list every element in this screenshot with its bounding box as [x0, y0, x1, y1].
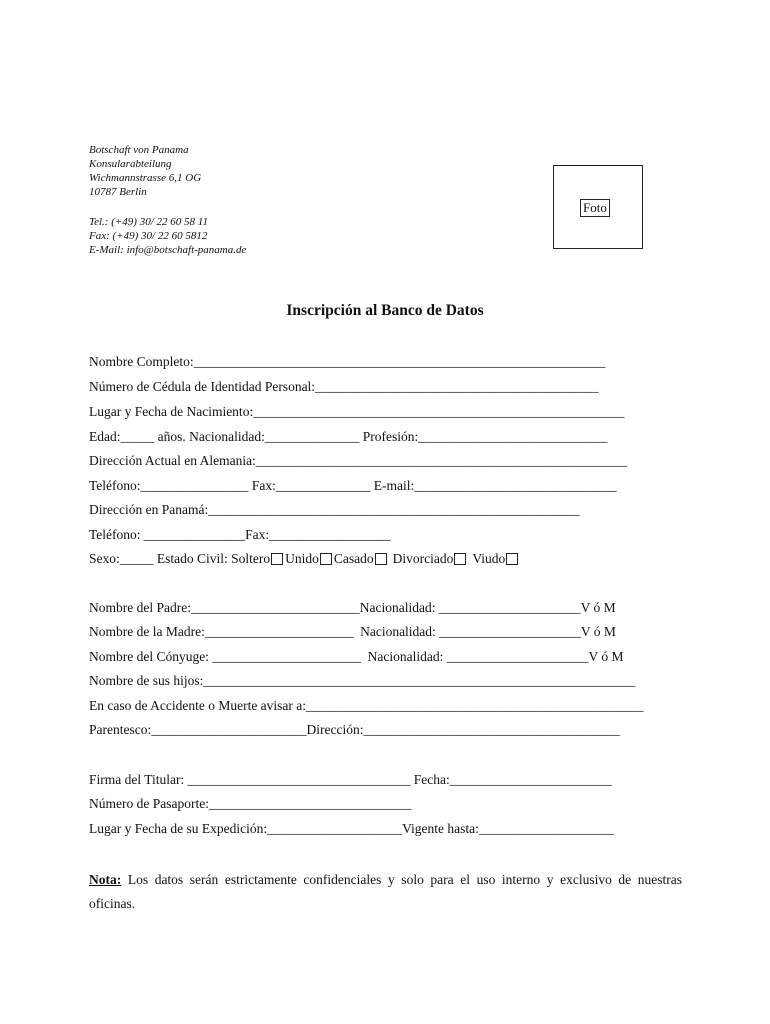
- checkbox-casado[interactable]: [375, 553, 387, 565]
- field-direccion-alemania[interactable]: [89, 452, 627, 470]
- note-text: Los datos serán estrictamente confidenciales y solo para el uso interno y exclusivo de nuestras oficinas.: [89, 872, 682, 911]
- address-line: Konsularabteilung: [89, 158, 172, 170]
- address-line: 10787 Berlin: [89, 186, 147, 198]
- embassy-address: [89, 143, 246, 257]
- field-contacto-emergencia-label: En caso de Accidente o Muerte avisar a:__________________________________________________: [89, 698, 644, 713]
- field-parentesco[interactable]: [89, 721, 620, 739]
- field-telefono-alemania[interactable]: [89, 477, 617, 495]
- field-direccion-panama[interactable]: [89, 501, 579, 519]
- checkbox-divorciado[interactable]: [454, 553, 466, 565]
- field-pasaporte[interactable]: [89, 795, 411, 813]
- field-hijos-label: Nombre de sus hijos:________________________________________________________________: [89, 673, 636, 688]
- field-telefono-panama-label: Teléfono: _______________Fax:__________________: [89, 527, 391, 542]
- casado-label: Casado: [333, 551, 374, 566]
- field-contacto-emergencia[interactable]: [89, 697, 644, 715]
- photo-box: [553, 165, 643, 249]
- field-telefono-alemania-label: Teléfono:________________ Fax:______________ E-mail:______________________________: [89, 478, 617, 493]
- field-lugar-fecha-nacimiento-label: Lugar y Fecha de Nacimiento:_______________________________________________________: [89, 404, 625, 419]
- checkbox-viudo[interactable]: [506, 553, 518, 565]
- field-madre-label: Nombre de la Madre:______________________ Nacionalidad: _____________________V ó M: [89, 624, 616, 639]
- field-firma[interactable]: [89, 771, 612, 789]
- field-cedula[interactable]: [89, 378, 599, 396]
- field-firma-label: Firma del Titular: _________________________________ Fecha:________________________: [89, 772, 612, 787]
- address-fax: Fax: (+49) 30/ 22 60 5812: [89, 230, 208, 242]
- field-lugar-fecha-nacimiento[interactable]: [89, 403, 624, 421]
- field-nombre[interactable]: [89, 353, 605, 371]
- address-email: E-Mail: info@botschaft-panama.de: [89, 244, 247, 256]
- field-hijos[interactable]: [89, 672, 635, 690]
- viudo-label: Viudo: [472, 551, 506, 566]
- field-cedula-label: Número de Cédula de Identidad Personal:__________________________________________: [89, 379, 599, 394]
- field-expedicion[interactable]: [89, 820, 614, 838]
- field-padre[interactable]: [89, 599, 616, 617]
- divorciado-label: Divorciado: [392, 551, 454, 566]
- field-nombre-label: Nombre Completo:_____________________________________________________________: [89, 354, 606, 369]
- sexo-estado-civil-label: Sexo:_____ Estado Civil: Soltero: [89, 551, 271, 566]
- field-edad[interactable]: [89, 428, 607, 446]
- field-telefono-panama[interactable]: [89, 526, 391, 544]
- address-line: Botschaft von Panama: [89, 144, 189, 156]
- form-title: Inscripción al Banco de Datos: [286, 302, 484, 319]
- field-parentesco-label: Parentesco:_______________________Dirección:______________________________________: [89, 722, 620, 737]
- field-conyuge-label: Nombre del Cónyuge: ______________________ Nacionalidad: _____________________V ó M: [89, 649, 624, 664]
- photo-label: Foto: [580, 199, 610, 217]
- field-madre[interactable]: [89, 623, 616, 641]
- field-sexo-estado-civil: [89, 550, 520, 568]
- field-edad-label: Edad:_____ años. Nacionalidad:______________ Profesión:____________________________: [89, 429, 608, 444]
- field-pasaporte-label: Número de Pasaporte:______________________________: [89, 796, 412, 811]
- field-direccion-alemania-label: Dirección Actual en Alemania:_______________________________________________________: [89, 453, 628, 468]
- field-conyuge[interactable]: [89, 648, 623, 666]
- note-label: Nota:: [89, 872, 122, 887]
- unido-label: Unido: [285, 551, 319, 566]
- field-direccion-panama-label: Dirección en Panamá:_______________________________________________________: [89, 502, 580, 517]
- field-padre-label: Nombre del Padre:_________________________Nacionalidad: _____________________V ó M: [89, 600, 616, 615]
- confidentiality-note: [89, 868, 682, 916]
- field-expedicion-label: Lugar y Fecha de su Expedición:____________________Vigente hasta:____________________: [89, 821, 614, 836]
- address-line: Wichmannstrasse 6,1 OG: [89, 172, 202, 184]
- checkbox-soltero[interactable]: [271, 553, 283, 565]
- address-tel: Tel.: (+49) 30/ 22 60 58 11: [89, 216, 208, 228]
- checkbox-unido[interactable]: [320, 553, 332, 565]
